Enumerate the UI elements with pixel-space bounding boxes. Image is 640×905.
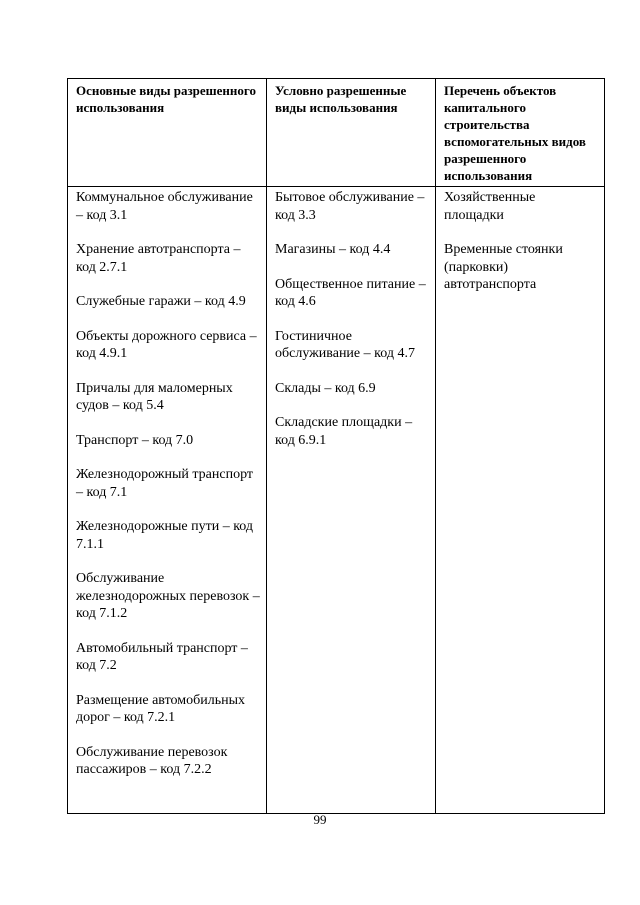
table-header-row xyxy=(68,79,605,187)
conditional-uses-cell xyxy=(267,187,436,814)
header-conditional-uses: Условно разрешенные виды использования xyxy=(267,79,436,187)
auxiliary-use-item: Временные стоянки (парковки) автотранспорта xyxy=(444,242,563,292)
conditional-use-item: Склады – код 6.9 xyxy=(275,380,376,396)
main-use-item: Причалы для маломерных судов – код 5.4 xyxy=(76,380,233,413)
main-use-item: Железнодорожные пути – код 7.1.1 xyxy=(76,519,254,552)
main-use-item: Коммунальное обслуживание – код 3.1 xyxy=(76,190,253,223)
conditional-use-item: Общественное питание – код 4.6 xyxy=(275,276,426,309)
main-use-item: Транспорт – код 7.0 xyxy=(76,432,194,448)
main-use-item: Автомобильный транспорт – код 7.2 xyxy=(76,640,248,673)
main-use-item: Хранение автотранспорта – код 2.7.1 xyxy=(76,242,241,275)
header-auxiliary-uses: Перечень объектов капитального строительства вспомогательных видов разрешенного использования xyxy=(436,79,605,187)
header-main-uses: Основные виды разрешенного использования xyxy=(68,79,267,187)
main-use-item: Железнодорожный транспорт – код 7.1 xyxy=(76,467,254,500)
conditional-use-item: Магазины – код 4.4 xyxy=(275,242,391,257)
main-use-item: Размещение автомобильных дорог – код 7.2.1 xyxy=(76,692,245,725)
page-number: 99 xyxy=(313,812,327,827)
auxiliary-use-item: Хозяйственные площадки xyxy=(444,190,536,223)
land-use-table xyxy=(67,78,605,814)
main-use-item: Обслуживание железнодорожных перевозок – код 7.1.2 xyxy=(76,571,260,621)
auxiliary-uses-cell xyxy=(436,187,605,814)
main-use-item: Обслуживание перевозок пассажиров – код 7.2.2 xyxy=(76,744,228,777)
main-use-item: Объекты дорожного сервиса – код 4.9.1 xyxy=(76,328,257,361)
conditional-use-item: Гостиничное обслуживание – код 4.7 xyxy=(275,328,415,361)
table-row xyxy=(68,187,605,814)
main-use-item: Служебные гаражи – код 4.9 xyxy=(76,294,246,309)
main-uses-cell xyxy=(68,187,267,814)
conditional-use-item: Бытовое обслуживание – код 3.3 xyxy=(275,190,425,223)
conditional-use-item: Складские площадки – код 6.9.1 xyxy=(275,415,413,448)
